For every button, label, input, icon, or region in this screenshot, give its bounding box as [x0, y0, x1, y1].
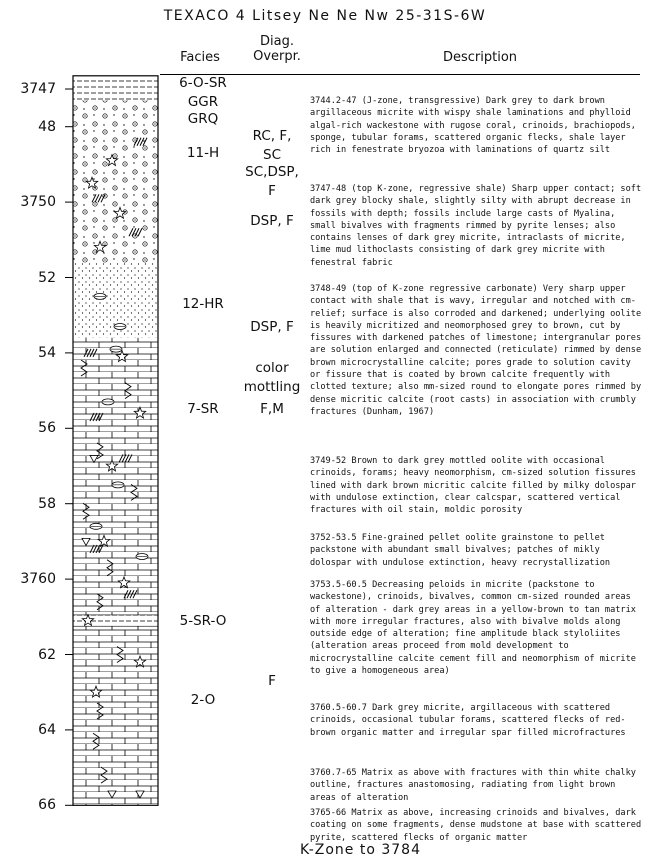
diag-overprint-label: DSP, F — [250, 212, 294, 229]
diag-overprint-label: F — [268, 672, 276, 689]
facies-label: GGR — [187, 94, 219, 111]
description-entry: 3752-53.5 Fine-grained pellet oolite grainstone to pellet packstone with abundant small bivalves; patches of mikly dolospar with undulose extinction, heavy recrystallization — [310, 533, 611, 568]
page-title: TEXACO 4 Litsey Ne Ne Nw 25-31S-6W — [163, 8, 487, 24]
facies-label: 7-SR — [187, 401, 219, 418]
depth-label: 3760 — [20, 571, 56, 588]
depth-label: 62 — [38, 646, 56, 663]
depth-label: 56 — [38, 420, 56, 437]
description-header: Description — [442, 50, 518, 65]
depth-label: 54 — [38, 344, 56, 361]
facies-label: 12-HR — [182, 295, 224, 312]
depth-label: 64 — [38, 721, 56, 738]
description-entry: 3765-66 Matrix as above, increasing crinoids and bivalves, dark coating on some fragments, dense mudstone at base with scattered pyrite, scattered flecks of organic matter — [310, 808, 642, 843]
diag-overprint-label: mottling — [243, 378, 301, 395]
diag-overprint-label: SC,DSP, — [245, 163, 299, 180]
depth-label: 52 — [38, 269, 56, 286]
facies-label: GRQ — [187, 111, 219, 128]
description-entry: 3749-52 Brown to dark grey mottled oolite with occasional crinoids, forams; heavy neomorphism, cm-sized solution fissures lined with dark brown micritic calcite filled by milky dolospar with undulose extinction, clear calcspar, scattered vertical fractures with oil stain, moldic porosity — [310, 456, 636, 516]
diag-overprint-label: F,M — [260, 401, 284, 418]
unit-shale-top — [73, 76, 158, 101]
description-entry: 3760.5-60.7 Dark grey micrite, argillaceous with scattered crinoids, occasional tubular forams, scattered flecks of red-brown organic matter and irregular spar filled microfractures — [310, 703, 626, 738]
facies-label: 6-O-SR — [179, 75, 227, 92]
depth-label: 58 — [38, 495, 56, 512]
description-entry: 3748-49 (top of K-zone regressive carbonate) Very sharp upper contact with shale that is wavy, irregular and notched with cm-relief; surface is also corroded and darkened; underlying oolite is heavily micritized and neomorphosed grey to brown, cut by fissures with darkened patches of limestone; intergranular pores are solution enlarged and connected (reticulate) rimmed by dense brown microcrystalline calcite; pores grade to solution cavity or fissure that is coated by brown calcite frequently with clotted texture; also mm-sized round to elongate pores rimmed by dense micritic calcite (root casts) in association with crumbly fractures (Dunham, 1967) — [310, 284, 642, 417]
facies-header: Facies — [180, 50, 220, 65]
diag-header: Diag. Overpr. — [253, 34, 301, 64]
diag-overprint-label: RC, F, — [252, 128, 292, 145]
facies-label: 11-H — [186, 145, 220, 162]
depth-label: 3747 — [20, 81, 56, 97]
diag-overprint-label: SC — [263, 146, 281, 163]
unit-limestone — [73, 338, 158, 805]
facies-label: 2-O — [190, 691, 216, 708]
facies-label: 5-SR-O — [179, 612, 227, 629]
depth-label: 48 — [38, 118, 56, 135]
diag-overprint-label: color — [255, 359, 289, 376]
diag-overprint-label: F — [268, 182, 276, 199]
diag-overprint-label: DSP, F — [250, 318, 294, 335]
description-entry: 3760.7-65 Matrix as above with fractures with thin white chalky outline, fractures anastomosing, radiating from light brown areas of alteration — [310, 768, 636, 803]
description-entry: 3744.2-47 (J-zone, transgressive) Dark grey to dark brown argillaceous micrite with wispy shale laminations and phylloid algal-rich wackestone with rugose coral, crinoids, brachiopods, sponge, tubular forams, scattered organic flecks, shale layer rich in fenestrate bryozoa with laminations of quartz silt — [310, 96, 636, 156]
footer-note: K-Zone to 3784 — [300, 842, 421, 858]
depth-label: 66 — [38, 797, 56, 814]
depth-label: 3750 — [20, 194, 56, 211]
description-entry: 3753.5-60.5 Decreasing peloids in micrite (packstone to wackestone), crinoids, bivalves, common cm-sized rounded areas of alteration - dark grey areas in a yellow-brown to tan matrix with more irregular fractures, also with bivalve molds along outside edge of alteration; fine amplitude black styloliites (alteration areas proceed from mold development to microcrystalline calcite cement fill and neomorphism of micrite to give a homogeneous area) — [310, 580, 636, 677]
description-entry: 3747-48 (top K-zone, regressive shale) Sharp upper contact; soft dark grey blocky shale, slightly silty with abrupt decrease in fossils with depth; fossils include large casts of Myalina, small bivalves with fragments rimmed by pyrite lenses; also contains lenses of dark grey micrite, intraclasts of micrite, lime mud lithoclasts consisting of dark grey micrite with fenestral fabric — [310, 184, 642, 268]
